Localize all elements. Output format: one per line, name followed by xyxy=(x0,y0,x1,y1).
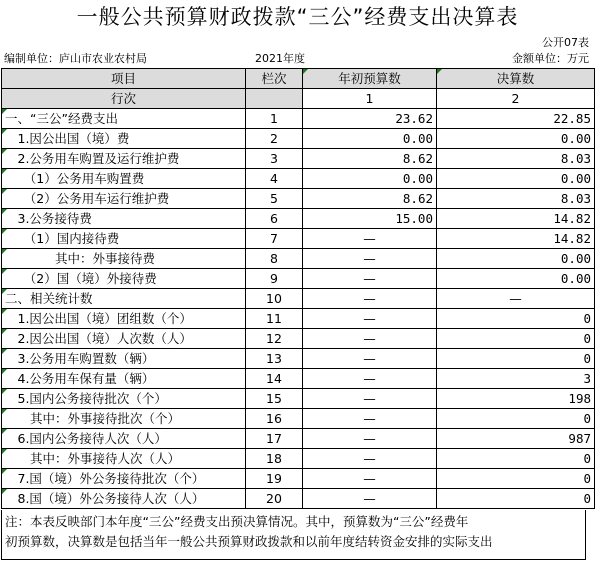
table-row xyxy=(2,389,595,409)
item-cell[interactable]: 3.公务接待费 xyxy=(2,209,246,229)
budget-cell[interactable]: 0.00 xyxy=(303,169,437,189)
budget-cell[interactable]: — xyxy=(303,329,437,349)
final-cell[interactable]: 8.03 xyxy=(437,149,595,169)
final-cell[interactable]: 0 xyxy=(437,409,595,429)
row-number-cell[interactable]: 19 xyxy=(246,469,303,489)
budget-cell[interactable]: — xyxy=(303,369,437,389)
table-row xyxy=(2,329,595,349)
row-number-cell[interactable]: 13 xyxy=(246,349,303,369)
final-cell[interactable]: 3 xyxy=(437,369,595,389)
item-cell[interactable]: 7.国（境）外公务接待批次（个） xyxy=(2,469,246,489)
table-row xyxy=(2,409,595,429)
footnote-line-1: 注：本表反映部门本年度“三公”经费支出预决算情况。其中，预算数为“三公”经费年 xyxy=(5,514,469,529)
row-number-cell[interactable]: 3 xyxy=(246,149,303,169)
budget-cell[interactable]: — xyxy=(303,469,437,489)
table-row xyxy=(2,349,595,369)
item-cell[interactable]: 一、“三公”经费支出 xyxy=(2,109,246,129)
item-cell[interactable]: 1.因公出国（境）费 xyxy=(2,129,246,149)
final-cell[interactable]: — xyxy=(437,289,595,309)
item-cell[interactable]: 1.因公出国（境）团组数（个） xyxy=(2,309,246,329)
item-cell[interactable]: 3.公务用车购置数（辆） xyxy=(2,349,246,369)
table-row xyxy=(2,449,595,469)
budget-cell[interactable]: — xyxy=(303,429,437,449)
final-cell[interactable]: 8.03 xyxy=(437,189,595,209)
budget-cell[interactable]: — xyxy=(303,409,437,429)
item-cell[interactable]: 8.国（境）外公务接待人次（人） xyxy=(2,489,246,509)
budget-cell[interactable]: 8.62 xyxy=(303,189,437,209)
budget-cell[interactable]: — xyxy=(303,449,437,469)
budget-cell[interactable]: 0.00 xyxy=(303,129,437,149)
item-cell[interactable]: （1）国内接待费 xyxy=(2,229,246,249)
row-number-cell[interactable]: 18 xyxy=(246,449,303,469)
item-cell[interactable]: 其中：外事接待人次（人） xyxy=(2,449,246,469)
header-budget[interactable]: 年初预算数 xyxy=(303,69,437,89)
table-row xyxy=(2,109,595,129)
item-cell[interactable]: 二、相关统计数 xyxy=(2,289,246,309)
budget-cell[interactable]: — xyxy=(303,289,437,309)
budget-cell[interactable]: — xyxy=(303,349,437,369)
item-cell[interactable]: （1）公务用车购置费 xyxy=(2,169,246,189)
row-number-cell[interactable]: 12 xyxy=(246,329,303,349)
row-number-cell[interactable]: 11 xyxy=(246,309,303,329)
table-row xyxy=(2,149,595,169)
row-number-cell[interactable]: 14 xyxy=(246,369,303,389)
budget-cell[interactable]: 23.62 xyxy=(303,109,437,129)
final-cell[interactable]: 0.00 xyxy=(437,169,595,189)
table-row xyxy=(2,249,595,269)
budget-cell[interactable]: — xyxy=(303,309,437,329)
table-row xyxy=(2,269,595,289)
table-row xyxy=(2,469,595,489)
final-cell[interactable]: 198 xyxy=(437,389,595,409)
final-cell[interactable]: 987 xyxy=(437,429,595,449)
final-cell[interactable]: 0 xyxy=(437,489,595,509)
table-row xyxy=(2,289,595,309)
header-final[interactable]: 决算数 xyxy=(437,69,595,89)
amount-unit: 金额单位：万元 xyxy=(512,52,589,65)
budget-cell[interactable]: — xyxy=(303,389,437,409)
row-number-cell[interactable]: 4 xyxy=(246,169,303,189)
budget-cell[interactable]: — xyxy=(303,229,437,249)
item-cell[interactable]: 5.国内公务接待批次（个） xyxy=(2,389,246,409)
final-cell[interactable]: 22.85 xyxy=(437,109,595,129)
row-number-cell[interactable]: 16 xyxy=(246,409,303,429)
final-cell[interactable]: 0.00 xyxy=(437,269,595,289)
page-title: 一般公共预算财政拨款“三公”经费支出决算表 xyxy=(76,5,519,29)
table-row xyxy=(2,129,595,149)
header-row-no[interactable]: 栏次 xyxy=(246,69,303,89)
subheader-label[interactable]: 行次 xyxy=(2,89,246,109)
item-cell[interactable]: 其中：外事接待费 xyxy=(2,249,246,269)
row-number-cell[interactable]: 8 xyxy=(246,249,303,269)
header-row xyxy=(2,69,595,89)
row-number-cell[interactable]: 2 xyxy=(246,129,303,149)
row-number-cell[interactable]: 6 xyxy=(246,209,303,229)
subheader-col1[interactable]: 1 xyxy=(303,89,437,109)
budget-cell[interactable]: 15.00 xyxy=(303,209,437,229)
subheader-blank[interactable] xyxy=(246,89,303,109)
final-cell[interactable]: 0 xyxy=(437,349,595,369)
final-cell[interactable]: 0 xyxy=(437,329,595,349)
year-label: 2021年度 xyxy=(255,52,305,65)
table-row xyxy=(2,369,595,389)
table-row xyxy=(2,169,595,189)
item-cell[interactable]: （2）国（境）外接待费 xyxy=(2,269,246,289)
budget-cell[interactable]: — xyxy=(303,249,437,269)
unit-label: 编制单位：庐山市农业农村局 xyxy=(4,52,147,65)
table-row xyxy=(2,189,595,209)
table-row xyxy=(2,429,595,449)
table-row xyxy=(2,229,595,249)
row-number-cell[interactable]: 17 xyxy=(246,429,303,449)
budget-cell[interactable]: — xyxy=(303,489,437,509)
row-number-cell[interactable]: 7 xyxy=(246,229,303,249)
item-cell[interactable]: 2.因公出国（境）人次数（人） xyxy=(2,329,246,349)
item-cell[interactable]: 其中：外事接待批次（个） xyxy=(2,409,246,429)
subheader-row xyxy=(2,89,595,109)
row-number-cell[interactable]: 5 xyxy=(246,189,303,209)
row-number-cell[interactable]: 1 xyxy=(246,109,303,129)
footnote xyxy=(1,510,586,560)
form-code: 公开07表 xyxy=(542,36,589,49)
final-cell[interactable]: 0 xyxy=(437,449,595,469)
budget-cell[interactable]: 8.62 xyxy=(303,149,437,169)
table-row xyxy=(2,209,595,229)
item-cell[interactable]: 4.公务用车保有量（辆） xyxy=(2,369,246,389)
table-row xyxy=(2,309,595,329)
table-row xyxy=(2,489,595,509)
final-cell[interactable]: 0.00 xyxy=(437,249,595,269)
final-cell[interactable]: 0.00 xyxy=(437,129,595,149)
final-cell[interactable]: 0 xyxy=(437,309,595,329)
item-cell[interactable]: （2）公务用车运行维护费 xyxy=(2,189,246,209)
footnote-line-2: 初预算数，决算数是包括当年一般公共预算财政拨款和以前年度结转资金安排的实际支出 xyxy=(5,534,493,549)
row-number-cell[interactable]: 10 xyxy=(246,289,303,309)
item-cell[interactable]: 6.国内公务接待人次（人） xyxy=(2,429,246,449)
expenditure-table xyxy=(1,68,595,509)
header-item[interactable]: 项目 xyxy=(2,69,246,89)
row-number-cell[interactable]: 9 xyxy=(246,269,303,289)
budget-cell[interactable]: — xyxy=(303,269,437,289)
row-number-cell[interactable]: 15 xyxy=(246,389,303,409)
row-number-cell[interactable]: 20 xyxy=(246,489,303,509)
final-cell[interactable]: 14.82 xyxy=(437,209,595,229)
final-cell[interactable]: 0 xyxy=(437,469,595,489)
item-cell[interactable]: 2.公务用车购置及运行维护费 xyxy=(2,149,246,169)
final-cell[interactable]: 14.82 xyxy=(437,229,595,249)
subheader-col2[interactable]: 2 xyxy=(437,89,595,109)
